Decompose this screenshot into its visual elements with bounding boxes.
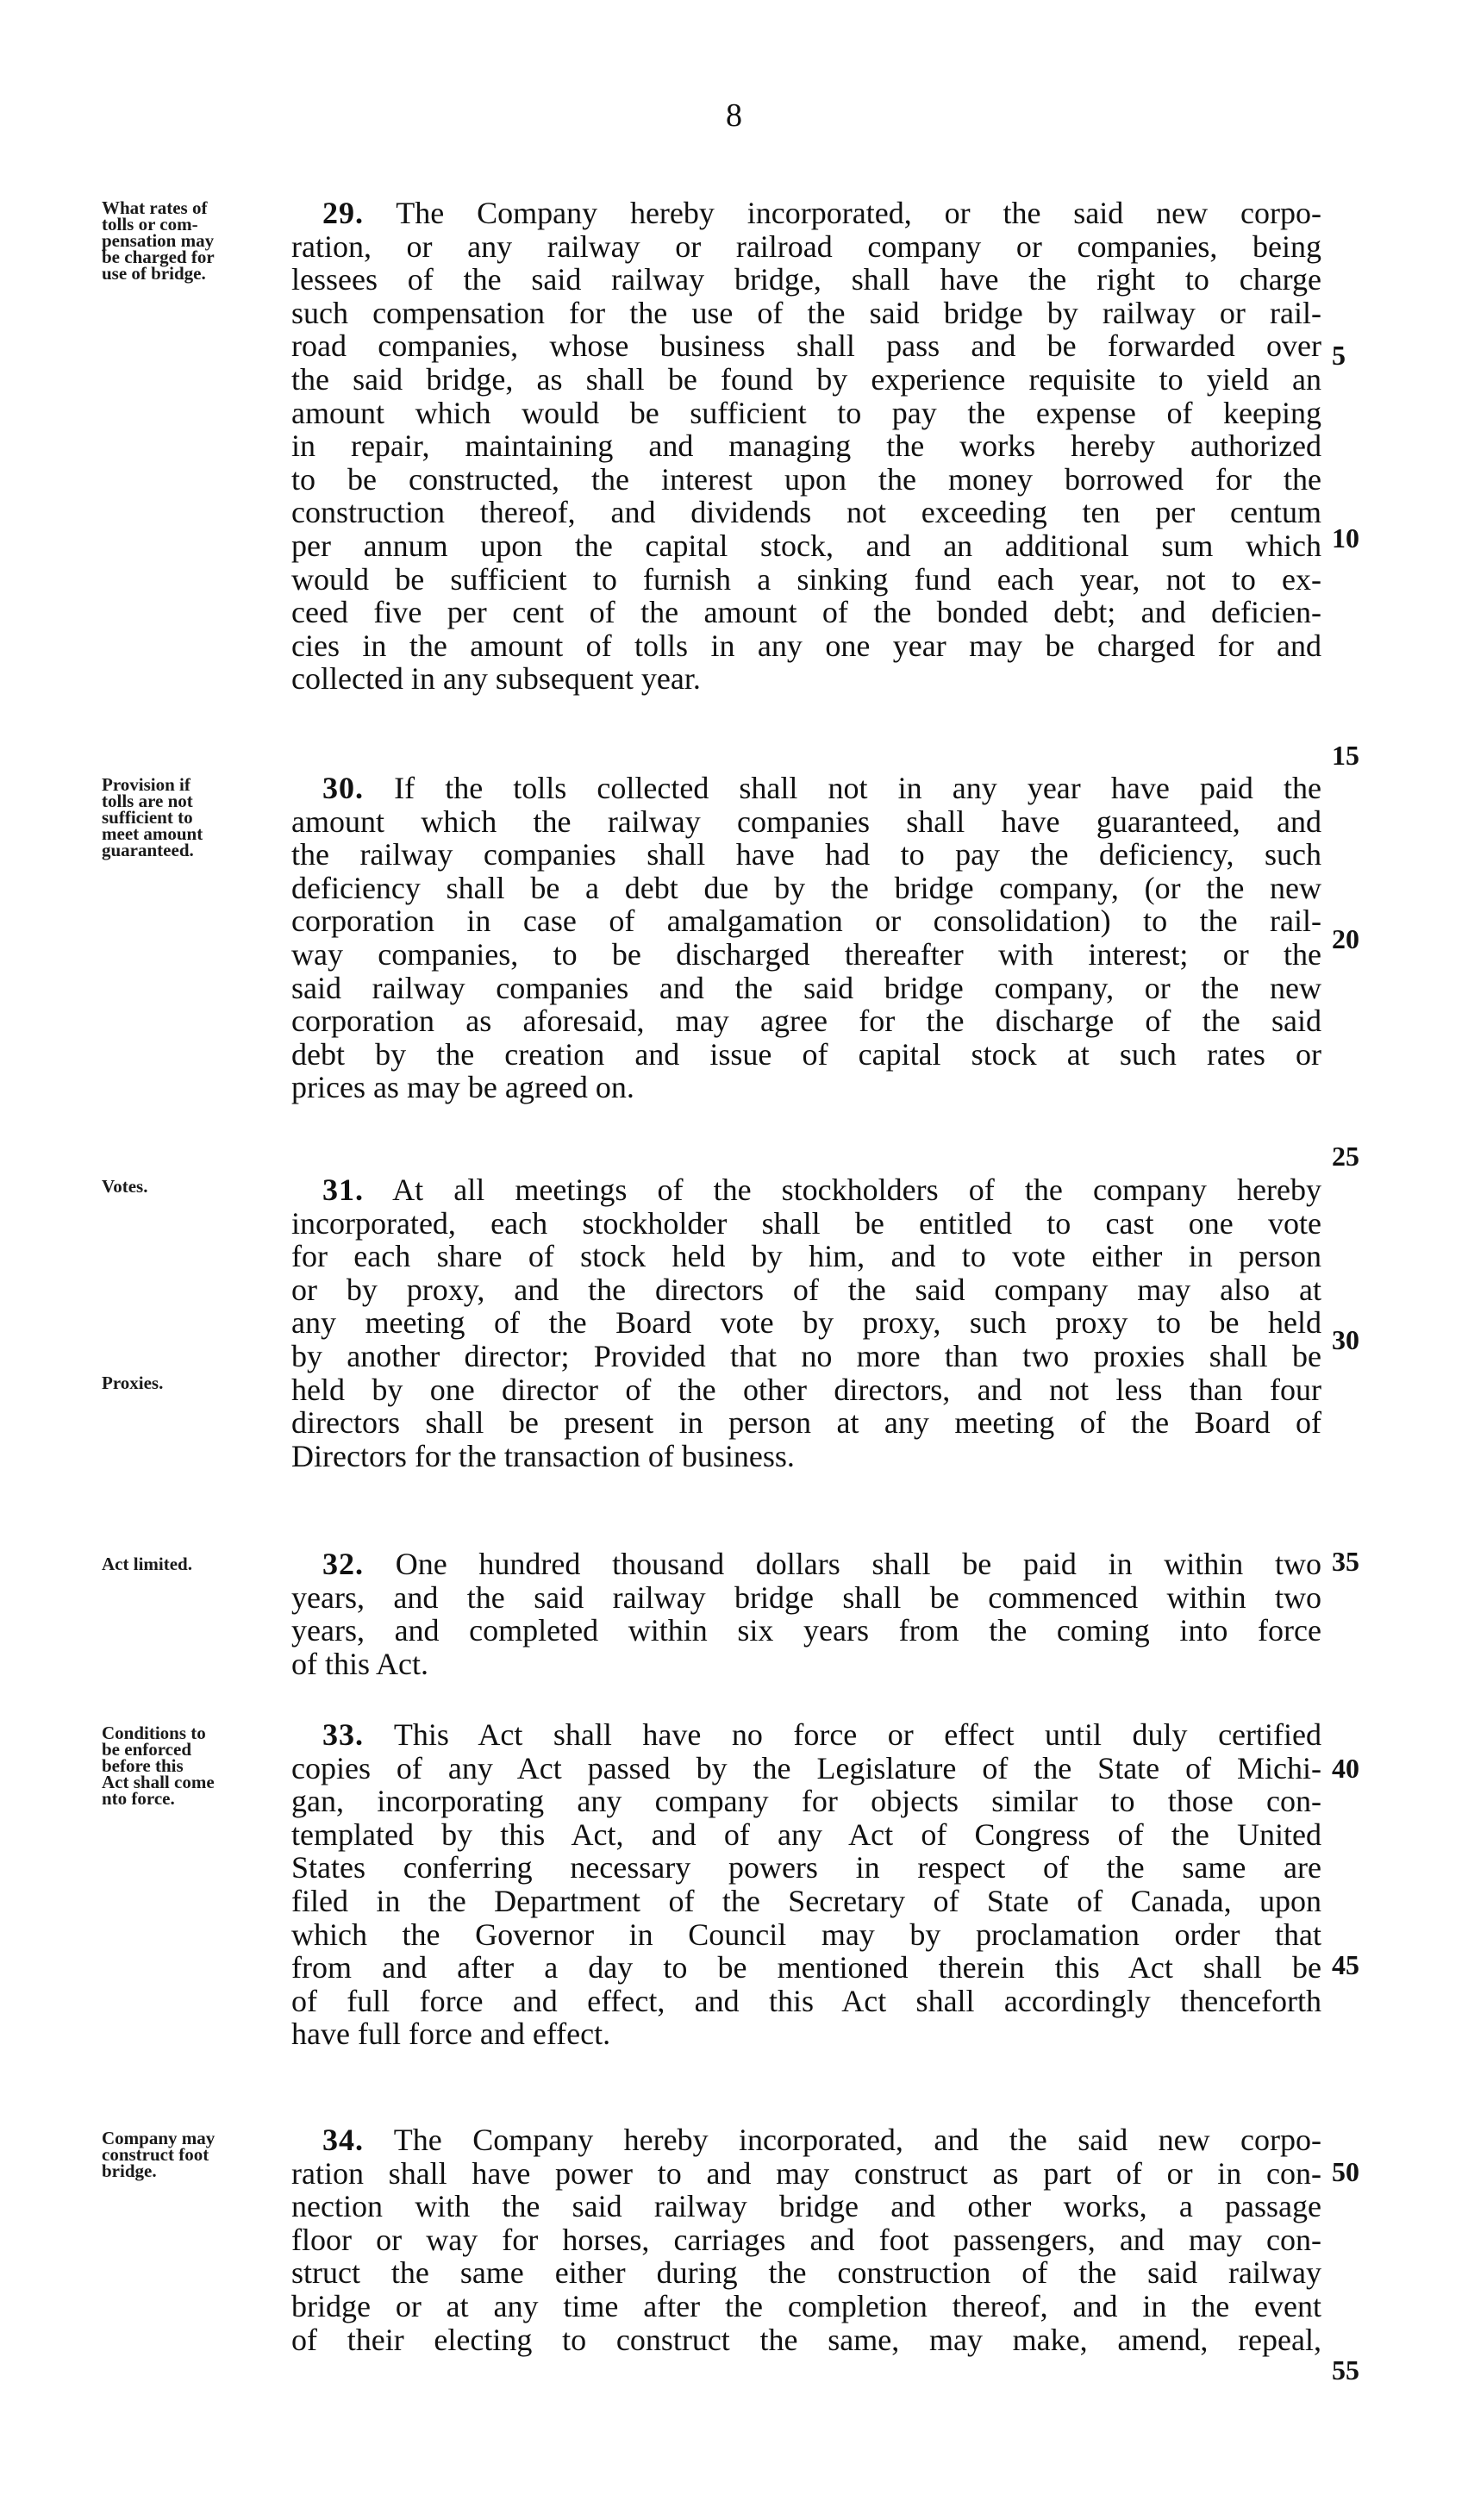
text-line-content: One hundred thousand dollars shall be paid in within two	[395, 1547, 1322, 1581]
margin-note	[102, 774, 291, 860]
margin-note-line: tolls or com-	[102, 214, 198, 234]
text-line: States conferring necessary powers in respect of the same are	[291, 1850, 1321, 1885]
text-line: in repair, maintaining and managing the works hereby authorized	[291, 428, 1321, 464]
margin-note-line: Provision if	[102, 774, 191, 795]
margin-note-line: pensation may	[102, 230, 215, 251]
margin-note-proxies	[102, 1375, 291, 1391]
text-line: construction thereof, and dividends not exceeding ten per centum	[291, 495, 1321, 530]
margin-note-line: nto force.	[102, 1788, 175, 1809]
text-line: of their electing to construct the same, may make, amend, repeal,	[291, 2322, 1321, 2357]
section-text	[291, 2123, 1321, 2356]
text-line: filed in the Department of the Secretary of State of Canada, upon	[291, 1883, 1321, 1918]
text-line: years, and the said railway bridge shall be commenced within two	[291, 1579, 1321, 1615]
text-line: copies of any Act passed by the Legislature of the State of Michi-	[291, 1750, 1321, 1785]
text-line: from and after a day to be mentioned therein this Act shall be	[291, 1950, 1321, 1985]
text-line: road companies, whose business shall pass and be forwarded over	[291, 328, 1321, 364]
section-number: 29.	[322, 196, 364, 230]
margin-note-line: Company may	[102, 2128, 216, 2148]
margin-note	[102, 197, 291, 284]
margin-note	[102, 1725, 291, 1807]
section-number: 34.	[322, 2123, 364, 2157]
margin-note-line: Act shall come	[102, 1772, 215, 1792]
margin-note-line: Act limited.	[102, 1554, 192, 1574]
text-line: amount which would be sufficient to pay the expense of keeping	[291, 395, 1321, 430]
section-text	[291, 197, 1321, 696]
line-number: 15	[1332, 740, 1359, 771]
text-line: said railway companies and the said bridge company, or the new	[291, 970, 1321, 1005]
text-line: to be constructed, the interest upon the money borrowed for the	[291, 461, 1321, 497]
text-line: corporation as aforesaid, may agree for the discharge of the said	[291, 1004, 1321, 1039]
section-text	[291, 1173, 1321, 1473]
text-line-content: If the tolls collected shall not in any year have paid the	[394, 771, 1321, 805]
margin-note-line: construct foot	[102, 2144, 209, 2165]
margin-note-line: tolls are not	[102, 791, 193, 811]
text-line: or by proxy, and the directors of the said company may also at	[291, 1272, 1321, 1307]
text-line: way companies, to be discharged thereafter with interest; or the	[291, 936, 1321, 972]
line-number: 30	[1332, 1324, 1359, 1355]
text-line: such compensation for the use of the said bridge by railway or rail-	[291, 295, 1321, 330]
line-number: 45	[1332, 1949, 1359, 1980]
page-number: 8	[726, 97, 742, 134]
text-line: of this Act.	[291, 1646, 428, 1681]
line-number: 50	[1332, 2156, 1359, 2187]
text-line: amount which the railway companies shall have guaranteed, and	[291, 804, 1321, 839]
text-line: of full force and effect, and this Act shall accordingly thenceforth	[291, 1983, 1321, 2018]
line-number: 20	[1332, 923, 1359, 954]
text-line: any meeting of the Board vote by proxy, such proxy to be held	[291, 1305, 1321, 1341]
margin-note-line: sufficient to	[102, 807, 193, 828]
section-number: 33.	[322, 1717, 364, 1752]
text-line	[291, 1548, 1321, 1581]
text-line: deficiency shall be a debt due by the bridge company, (or the new	[291, 870, 1321, 905]
text-line: collected in any subsequent year.	[291, 661, 701, 697]
section-number: 30.	[322, 771, 364, 805]
text-line: for each share of stock held by him, and to vote either in person	[291, 1239, 1321, 1274]
margin-note	[102, 1556, 291, 1573]
margin-note-line: guaranteed.	[102, 840, 194, 860]
text-line: the said bridge, as shall be found by experience requisite to yield an	[291, 361, 1321, 397]
margin-note-line: Votes.	[102, 1176, 148, 1197]
line-number: 55	[1332, 2354, 1359, 2386]
text-line: gan, incorporating any company for objects similar to those con-	[291, 1784, 1321, 1819]
margin-note	[102, 1176, 291, 1197]
margin-note-line: be enforced	[102, 1739, 192, 1760]
margin-note-line: use of bridge.	[102, 263, 206, 284]
text-line	[291, 197, 1321, 230]
margin-note-line: bridge.	[102, 2160, 157, 2181]
text-line-content: The Company hereby incorporated, and the said new corpo-	[393, 2123, 1321, 2157]
margin-note-line: before this	[102, 1755, 184, 1776]
text-line: struct the same either during the construction of the said railway	[291, 2255, 1321, 2291]
text-line: ration shall have power to and may construct as part of or in con-	[291, 2155, 1321, 2191]
text-line: would be sufficient to furnish a sinking fund each year, not to ex-	[291, 561, 1321, 597]
margin-note	[102, 2130, 291, 2179]
text-line: ration, or any railway or railroad company or companies, being	[291, 228, 1321, 264]
text-line: years, and completed within six years from the coming into force	[291, 1613, 1321, 1648]
margin-note-line: Conditions to	[102, 1723, 206, 1743]
line-number: 40	[1332, 1753, 1359, 1784]
line-number: 35	[1332, 1546, 1359, 1577]
text-line: Directors for the transaction of business.	[291, 1438, 795, 1473]
line-number: 25	[1332, 1141, 1359, 1172]
section-text	[291, 772, 1321, 1104]
text-line	[291, 772, 1321, 805]
text-line: cies in the amount of tolls in any one year may be charged for and	[291, 628, 1321, 663]
text-line-content: The Company hereby incorporated, or the said new corpo-	[396, 196, 1321, 230]
text-line: prices as may be agreed on.	[291, 1070, 634, 1105]
text-line: held by one director of the other directors, and not less than four	[291, 1372, 1321, 1407]
margin-note-line: What rates of	[102, 197, 208, 218]
margin-note-line: meet amount	[102, 823, 203, 844]
text-line: directors shall be present in person at any meeting of the Board of	[291, 1405, 1321, 1441]
text-line	[291, 2123, 1321, 2157]
text-line: incorporated, each stockholder shall be entitled to cast one vote	[291, 1205, 1321, 1241]
text-line: lessees of the said railway bridge, shall have the right to charge	[291, 262, 1321, 297]
text-line: debt by the creation and issue of capital stock at such rates or	[291, 1036, 1321, 1072]
text-line: ceed five per cent of the amount of the bonded debt; and deficien-	[291, 595, 1321, 630]
text-line: by another director; Provided that no more than two proxies shall be	[291, 1338, 1321, 1373]
text-line: floor or way for horses, carriages and foot passengers, and may con-	[291, 2222, 1321, 2257]
text-line	[291, 1173, 1321, 1207]
text-line: templated by this Act, and of any Act of Congress of the United	[291, 1817, 1321, 1852]
section-number: 31.	[322, 1172, 364, 1207]
text-line-content: This Act shall have no force or effect until duly certified	[393, 1717, 1321, 1752]
section-text	[291, 1718, 1321, 2051]
text-line	[291, 1718, 1321, 1752]
text-line: have full force and effect.	[291, 2017, 611, 2052]
text-line: corporation in case of amalgamation or consolidation) to the rail-	[291, 904, 1321, 939]
text-line: per annum upon the capital stock, and an additional sum which	[291, 528, 1321, 563]
section-number: 32.	[322, 1547, 364, 1581]
text-line: which the Governor in Council may by proclamation order that	[291, 1917, 1321, 1952]
margin-note-line: Proxies.	[102, 1373, 164, 1393]
line-number: 5	[1332, 340, 1346, 371]
text-line-content: At all meetings of the stockholders of the company hereby	[392, 1172, 1322, 1207]
line-number: 10	[1332, 522, 1359, 553]
text-line: bridge or at any time after the completion thereof, and in the event	[291, 2288, 1321, 2323]
text-line: nection with the said railway bridge and other works, a passage	[291, 2189, 1321, 2224]
margin-note-line: be charged for	[102, 247, 215, 267]
section-text	[291, 1548, 1321, 1680]
text-line: the railway companies shall have had to pay the deficiency, such	[291, 837, 1321, 872]
